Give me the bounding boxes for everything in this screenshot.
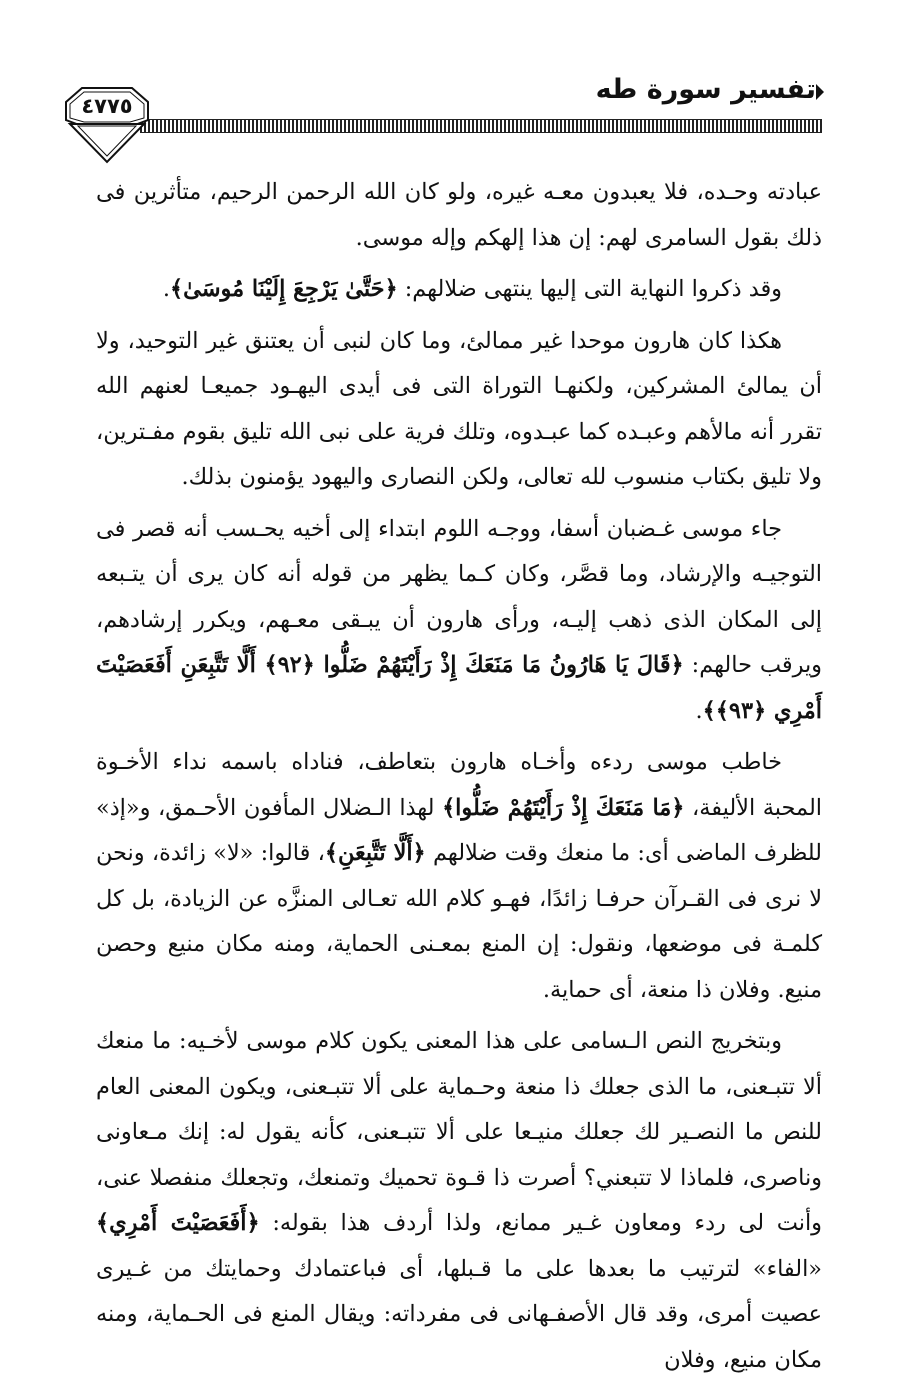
paragraph (96, 740, 822, 1013)
paragraph-text: . (162, 276, 171, 302)
paragraph-text: . (695, 697, 703, 724)
paragraph (96, 170, 822, 261)
paragraph (96, 267, 822, 313)
running-title: تفسير سورة طه (595, 74, 816, 105)
paragraph-text: لهذا الـضلال المأفون الأحـمق، و«إذ» للظرف الماضى أى: ما منعك وقت ضلالهم (96, 794, 823, 866)
paragraph (96, 1019, 822, 1383)
header-divider (140, 119, 822, 133)
page-number: ٤٧٧٥ (81, 94, 133, 118)
quran-quote: ﴿قَالَ يَا هَارُونُ مَا مَنَعَكَ إِذْ رَأَيْتَهُمْ ضَلُّوا ﴿٩٢﴾ أَلَّا تَتَّبِعَنِ أَفَعَصَيْتَ أَمْرِي ﴿٩٣﴾﴾ (96, 652, 822, 724)
paragraph-text: وقد ذكروا النهاية التى إليها ينتهى ضلالهم: (397, 276, 782, 302)
quran-quote: ﴿مَا مَنَعَكَ إِذْ رَأَيْتَهُمْ ضَلُّوا﴾ (442, 794, 685, 821)
paragraph-text: ، قالوا: «لا» زائدة، ونحن لا نرى فى القـرآن حرفـا زائدًا، فهـو كلام الله تعـالى المنزَّه عن الزيادة، بل كل كلمـة فى موضعها، ونقول: إن المنع بمعـنى الحماية، ومنه مكان منيع وحصن منيع. وفلان ذا منعة، أى حماية. (96, 840, 822, 1003)
paragraph-text: هكذا كان هارون موحدا غير ممالئ، وما كان لنبى أن يعتنق غير التوحيد، ولا أن يمالئ المشركين، ولكنهـا التوراة التى فى أيدى اليهـود جميعـا لعنهم الله تقرر أنه مالأهم وعبـده كما عبـدوه، وتلك فرية على نبى الله تليق بقوم مفـترين، ولا تليق بكتاب منسوب لله تعالى، ولكن النصارى واليهود يؤمنون بذلك. (96, 327, 822, 490)
paragraph-text: خاطب موسى ردءه وأخـاه هارون بتعاطف، فناداه باسمه نداء الأخـوة المحبة الأليفة، (96, 749, 822, 821)
paragraph (96, 507, 822, 735)
paragraph-text: جاء موسى غـضبان أسفا، ووجـه اللوم ابتداء إلى أخيه يحـسب أنه قصر فى التوجيـه والإرشاد، وما قصَّر، وكان كـما يظهر من قوله أنه كان يرى أن يتـبعه إلى المكان الذى ذهب إليـه، ورأى هارون أن يبـقى معـهم، ويكرر إرشادهم، ويرقب حالهم: (96, 515, 822, 678)
paragraph-text: وبتخريج النص الـسامى على هذا المعنى يكون كلام موسى لأخـيه: ما منعك ألا تتبـعنى، ما الذى جعلك ذا منعة وحـماية على ألا تتبـعنى، ويكون المعنى العام للنص ما النصـير لك جعلك منيـعا على ألا تتبـعنى، كأنه يقول له: إنك مـعاونى وناصرى، فلماذا لا تتبعني؟ أصرت ذا قـوة تحميك وتمنعك، وتجعلك منفصلا عنى، وأنت لى ردء ومعاون غـير ممانع، ولذا أردف هذا بقوله: (96, 1028, 822, 1236)
quran-quote: ﴿أَلَّا تَتَّبِعَنِ﴾ (324, 840, 426, 866)
title-ornament-icon (816, 84, 824, 100)
quran-quote: ﴿أَفَعَصَيْتَ أَمْرِي﴾ (96, 1210, 260, 1236)
quran-quote: ﴿حَتَّىٰ يَرْجِعَ إِلَيْنَا مُوسَىٰ﴾ (170, 276, 398, 302)
diamond-frame-icon (62, 80, 152, 166)
page-number-badge (62, 80, 152, 166)
body-text (96, 170, 822, 1383)
paragraph (96, 319, 822, 501)
paragraph-text: «الفاء» لترتيب ما بعدها على ما قـبلها، أى فباعتمادك وحمايتك من غـيرى عصيت أمرى، وقد قال الأصفـهانى فى مفرداته: ويقال المنع فى الحـماية، ومنه مكان منيع، وفلان (96, 1255, 822, 1373)
page-header (0, 0, 912, 180)
paragraph-text: عبادته وحـده، فلا يعبدون معـه غيره، ولو كان الله الرحمن الرحيم، متأثرين فى ذلك بقول السامرى لهم: إن هذا إلهكم وإله موسى. (96, 179, 822, 251)
